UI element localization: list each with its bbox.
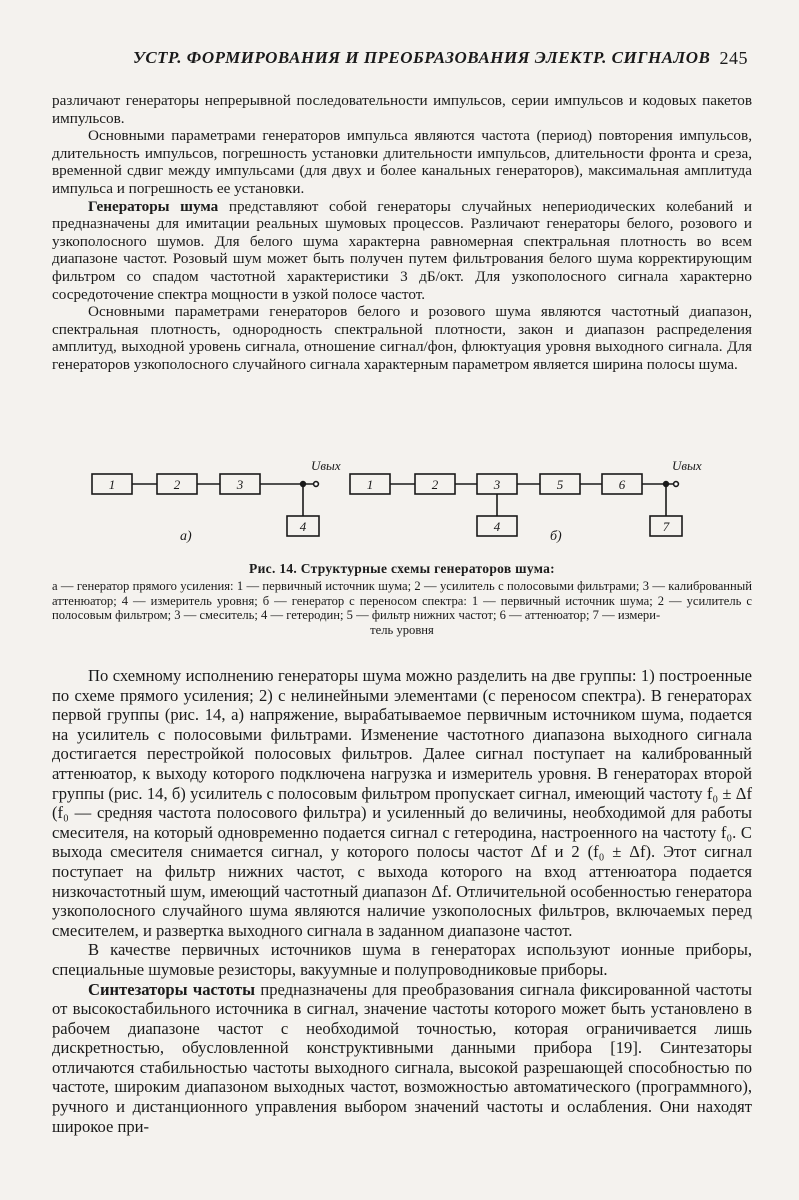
figure-caption-title: Рис. 14. Структурные схемы генераторов шума: <box>249 561 555 576</box>
paragraph: По схемному исполнению генераторы шума можно разделить на две группы: 1) построенные по схеме прямого усиления; 2) с нелинейными элементами (с переносом спектра). В генераторах первой группы (рис. 14, а) напряжение, вырабатываемое первичным источником шума, подается на усилитель с полосовыми фильтрами. Изменение частотного диапазона выходного сигнала достигается перестройкой полосовых фильтров. Далее сигнал поступает на калиброванный аттенюатор, к выходу которого подключена нагрузка и измеритель уровня. В генераторах второй группы (рис. 14, б) усилитель с полосовым фильтром пропускает сигнал, имеющий частоту f₀ ± Δf (f₀ — средняя частота полосового фильтра) и усиленный до величины, необходимой для работы смесителя, на который одновременно подается сигнал с гетеродина, настроенного на частоту f₀. С выхода смесителя снимается сигнал, у которого полосы частот Δf и 2 (f₀ ± Δf). Этот сигнал поступает на фильтр нижних частот, с выхода которого на вход аттенюатора подается низкочастотный шум, имеющий частотный диапазон Δf. Отличительной особенностью генератора узкополосного случайного шума являются наличие узкополосных фильтров, включаемых перед смесителем, и развертка выходного сигнала в заданном диапазоне частот. <box>52 666 752 940</box>
block-label: 1 <box>108 477 116 492</box>
figure-caption-body <box>52 579 752 637</box>
output-label: Uвых <box>311 458 341 473</box>
paragraph <box>52 198 752 304</box>
block-label: 3 <box>493 477 501 492</box>
running-title: УСТР. ФОРМИРОВАНИЯ И ПРЕОБРАЗОВАНИЯ ЭЛЕКТР. СИГНАЛОВ <box>133 48 711 67</box>
output-label: Uвых <box>672 458 702 473</box>
diagram-b <box>350 458 702 544</box>
block-label: 6 <box>618 477 626 492</box>
node <box>301 482 306 487</box>
text-block-bottom <box>52 666 752 1136</box>
paragraph: Основными параметрами генераторов белого и розового шума являются частотный диапазон, спектральная плотность, однородность спектральной плотности, закон и диапазон распределения амплитуд, выходной уровень сигнала, отношение сигнал/фон, флюктуация уровня выходного сигнала. Для генераторов узкополосного случайного сигнала характерным параметром является ширина полосы шума. <box>52 303 752 373</box>
block-label: 3 <box>236 477 244 492</box>
text-block-top <box>52 92 752 374</box>
term-frequency-synthesizers: Синтезаторы частоты <box>88 979 256 999</box>
output-terminal <box>314 482 319 487</box>
paragraph: В качестве первичных источников шума в генераторах используют ионные приборы, специальные шумовые резисторы, вакуумные и полупроводниковые приборы. <box>52 940 752 979</box>
block-label: 4 <box>493 519 501 534</box>
block-label: 1 <box>366 477 374 492</box>
block-label: 2 <box>173 477 181 492</box>
caption-text: а — генератор прямого усиления: 1 — первичный источник шума; 2 — усилитель с полосовыми фильтрами; 3 — калиброванный аттенюатор; 4 — измеритель уровня; б — генератор с переносом спектра: 1 — первичный источник шума; 2 — усилитель с полосовым фильтром; 3 — смеситель; 4 — гетеродин; 5 — фильтр нижних частот; 6 — аттенюатор; 7 — измери- <box>52 579 752 623</box>
figure-14 <box>52 448 752 558</box>
paragraph-text: предназначены для преобразования сигнала фиксированной частоты от высокостабильного источника в сигнал, значение частоты которого может быть установлено в рабочем диапазоне частот с необходимой точностью, которая ограничивается лишь дискретностью, обусловленной конструктивными данными прибора [19]. Синтезаторы отличаются стабильностью частоты выходного сигнала, высокой разрешающей способностью по частоте, широким диапазоном выходных частот, возможностью автоматического (программного), ручного и дистанционного управления выбором значений частоты и ослабления. Они находят широкое при- <box>52 979 752 1136</box>
paragraph-text: представляют собой генераторы случайных непериодических колебаний и предназначены для имитации реальных шумовых процессов. Различают генераторы белого, розового и узкополосного шумов. Для белого шума характерна равномерная спектральная плотность во всем диапазоне частот. Розовый шум может быть получен путем фильтрования белого шума корректирующим фильтром со спадом частотной характеристики 3 дБ/окт. Для узкополосного сигнала характерно сосредоточение спектра мощности в узкой полосе частот. <box>52 197 752 303</box>
caption-text-end: тель уровня <box>370 622 434 637</box>
output-terminal <box>674 482 679 487</box>
block-label: 5 <box>556 477 564 492</box>
running-header <box>88 48 748 72</box>
paragraph: различают генераторы непрерывной последовательности импульсов, серии импульсов и кодовых пакетов импульсов. <box>52 92 752 127</box>
paragraph <box>52 980 752 1137</box>
block-label: 4 <box>299 519 307 534</box>
diagram-label: б) <box>550 529 562 544</box>
node <box>664 482 669 487</box>
block-label: 7 <box>662 519 670 534</box>
term-noise-generators: Генераторы шума <box>88 197 219 215</box>
page-number: 245 <box>719 48 748 68</box>
block-diagrams <box>52 448 752 558</box>
diagram-label: а) <box>180 529 192 544</box>
block-label: 2 <box>431 477 439 492</box>
paragraph: Основными параметрами генераторов импульса являются частота (период) повторения импульсов, длительность импульсов, погрешность установки длительности импульсов, длительности фронта и среза, временной сдвиг между импульсами (для двух и более канальных генераторов), максимальная амплитуда импульса и погрешность ее установки. <box>52 127 752 197</box>
diagram-a <box>92 458 341 544</box>
